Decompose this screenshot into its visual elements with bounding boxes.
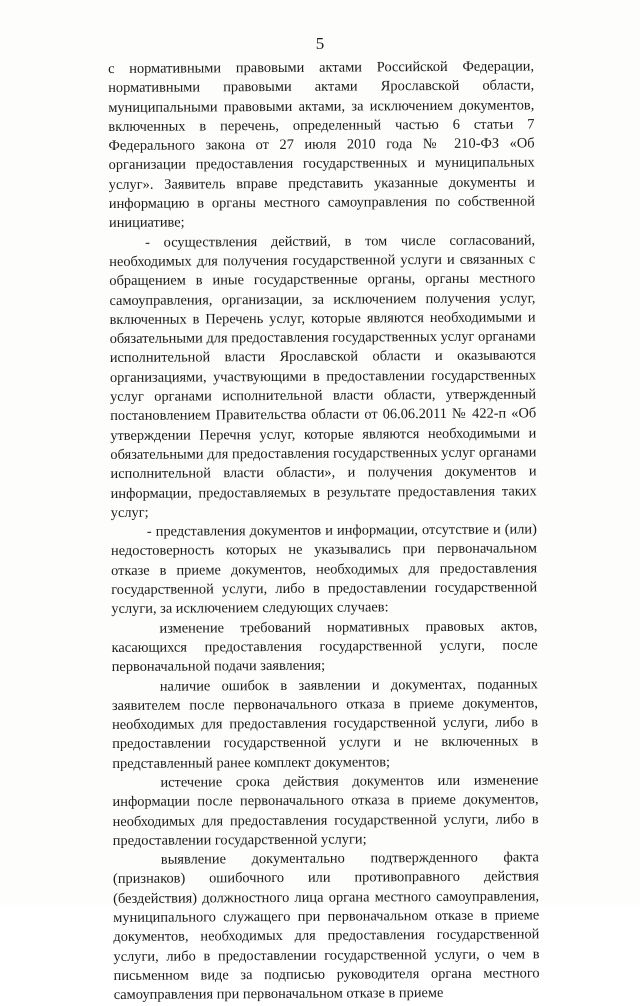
paragraph-case-errors: наличие ошибок в заявлении и документах, поданных заявителем после первоначального отказа в приеме документов, необходимых для предоставления государственной услуги, либо в предоставлении государственной услуги и не включенных в представленный ранее комплект документов; [111, 675, 539, 772]
page-number: 5 [315, 34, 325, 53]
paragraph-continuation: с нормативными правовыми актами Российской Федерации, нормативными правовыми актами Ярославской области, муниципальными правовыми актами, за исключением документов, включенных в перечень, определенный частью 6 статьи 7 Федерального закона от 27 июля 2010 года № 210-ФЗ «Об организации предоставления государственных и муниципальных услуг». Заявитель вправе представить указанные документы и информацию в органы местного самоуправления по собственной инициативе; [108, 58, 535, 232]
paragraph-dash-documents: - представления документов и информации, отсутствие и (или) недостоверность которых не указывались при первоначальном отказе в приеме документов, необходимых для предоставления государственной услуги, либо в предоставлении государственной услуги, за исключением следующих случаев: [110, 521, 538, 618]
paragraph-case-requirements-change: изменение требований нормативных правовых актов, касающихся предоставления государственной услуги, после первоначальной подачи заявления; [111, 617, 538, 676]
paragraph-dash-actions: - осуществления действий, в том числе согласований, необходимых для получения государственной услуги и связанных с обращением в иные государственные органы, органы местного самоуправления, организации, за исключением получения услуг, включенных в Перечень услуг, которые являются необходимыми и обязательными для предоставления государственных услуг органами исполнительной власти Ярославской области и оказываются организациями, участвующими в предоставлении государственных услуг органами исполнительной власти области, утвержденный постановлением Правительства области от 06.06.2011 № 422-п «Об утверждении Перечня услуг, которые являются необходимыми и обязательными для предоставления государственных услуг органами исполнительной власти области», и получения документов и информации, предоставляемых в результате предоставления таких услуг; [109, 232, 537, 521]
document-body [108, 57, 540, 1005]
paragraph-case-expiration: истечение срока действия документов или изменение информации после первоначального отказа в приеме документов, необходимых для предоставления государственной услуги, либо в предоставлении государственной услуги; [112, 772, 539, 849]
paragraph-case-misconduct: выявление документально подтвержденного факта (признаков) ошибочного или противоправного действия (бездействия) должностного лица органа местного самоуправления, муниципального служащего при первоначальном отказе в приеме документов, необходимых для предоставления государственной услуги, либо в предоставлении государственной услуги, о чем в письменном виде за подписью руководителя органа местного самоуправления при первоначальном отказе в приеме [112, 849, 540, 1004]
